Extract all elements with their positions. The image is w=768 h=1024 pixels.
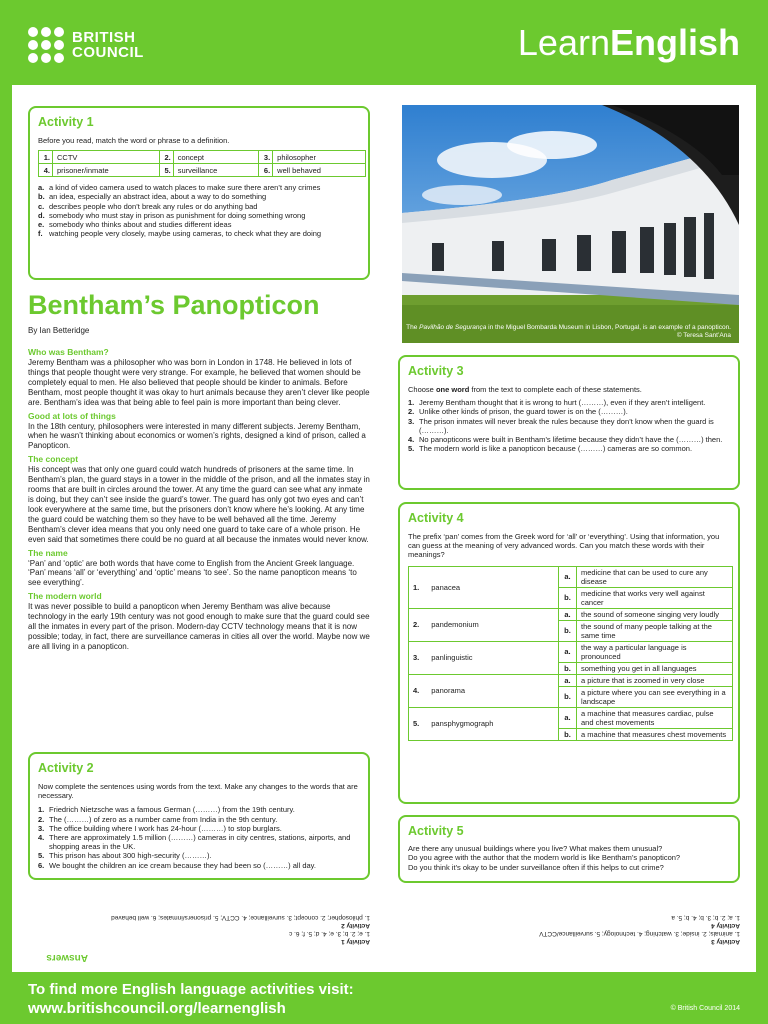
list-item: 1. Friedrich Nietzsche was a famous German (………) from the 19th century. xyxy=(38,805,295,815)
word-cell: concept xyxy=(173,151,258,164)
list-item: 2. The (………) of zero as a number came from India in the 9th century. xyxy=(38,814,278,824)
list-item: 4. There are approximately 1.5 million (………) cameras in city centres, stations, airports, and shopping areas in the UK. xyxy=(38,833,351,852)
answers-title: Answers xyxy=(46,952,88,963)
question-line: Do you agree with the author that the modern world is like Bentham’s panopticon? xyxy=(408,853,681,863)
section-paragraph: His concept was that only one guard could watch hundreds of prisoners at the same time. In Bentham’s plan, the guard stays in a tower in the middle of the prison, and all the inmates stay in rooms that are built in circles around the tower. At any time the guard can see what any inmate is doing, but they can’t see inside the guard’s tower. The guard has only got two eyes and can’t look everywhere at the same time, but the prisoners don’t know where he’s looking. At any time the guard could be watching them so they have to be well behaved all the time. Jeremy Bentham’s clever idea means that you only need one guard to take care of a whole prison. He even said that sometimes there could be no guard at all because the inmates would never know. xyxy=(28,465,370,544)
table-row: b. medicine that works very well against cancer xyxy=(409,587,733,608)
photo-caption: The Pavilhão de Segurança in the Miguel Bombarda Museum in Lisbon, Portugal, is an example of a panopticon. © Teresa Sant’Ana xyxy=(406,324,731,339)
list-item: 6. We bought the children an ice cream because they had been so (………) all day. xyxy=(38,860,316,870)
section-heading: Good at lots of things xyxy=(28,410,116,421)
left-border xyxy=(0,85,12,972)
photo-credit: © Teresa Sant’Ana xyxy=(676,332,731,339)
section-paragraph: In the 18th century, philosophers were interested in many different subjects. Jeremy Bentham, when he wasn’t thinking about economics or women’s rights, designed a kind of prison, called a Panopticon. xyxy=(28,421,366,451)
activity-3-box xyxy=(398,355,740,490)
activity-5-box xyxy=(398,815,740,883)
section-heading: Who was Bentham? xyxy=(28,347,109,357)
table-row: b. something you get in all languages xyxy=(409,662,733,674)
table-row: 4. panorama a. a picture that is zoomed in very close xyxy=(409,674,733,686)
word-cell: surveillance xyxy=(173,164,258,177)
table-row: 2. pandemonium a. the sound of someone singing very loudly xyxy=(409,608,733,620)
activity-4-title: Activity 4 xyxy=(408,511,464,525)
footer-bar xyxy=(0,972,768,1024)
activity-2-instruction: Now complete the sentences using words from the text. Make any changes to the words that are necessary. xyxy=(38,782,358,801)
question-line: Are there any unusual buildings where you live? What makes them unusual? xyxy=(408,844,663,853)
british-council-dots-icon xyxy=(28,27,64,63)
table-row: 1. panacea a. medicine that can be used to cure any disease xyxy=(409,566,733,587)
answers-col-1: Activity 1 1. e; 2. b; 3. e; 4. d; 5. f; 6. c Activity 2 1. philosopher; 2. concept; 3. surveillance; 4. CCTV; 5. prisoners/inmates; 6. well behaved xyxy=(111,914,370,945)
activity-3-title: Activity 3 xyxy=(408,364,464,378)
list-item: b. an idea, especially an abstract idea, about a way to do something xyxy=(38,192,267,202)
word-cell: prisoner/inmate xyxy=(53,164,160,177)
section-heading: The concept xyxy=(28,454,79,465)
list-item: 3. The office building where I work has 24-hour (………) to stop burglars. xyxy=(38,823,282,833)
section-paragraph: Jeremy Bentham was a philosopher who was born in London in 1748. He believed in lots of things that people thought were very strange. For example, he believed that women should be completely equal to men. He also believed that people should be kinder to animals. Before Bentham, most people thought it was okay to hurt animals because they aren’t clever like people are. Bentham’s idea was that being able to feel pain is more important than being clever. xyxy=(28,358,370,407)
table-row: b. the sound of many people talking at the same time xyxy=(409,620,733,641)
section-heading: The modern world xyxy=(28,591,102,602)
article-byline: By Ian Betteridge xyxy=(28,326,90,335)
list-item: e. somebody who thinks about and studies different ideas xyxy=(38,220,232,230)
definition-list xyxy=(38,183,360,238)
word-cell: philosopher xyxy=(273,151,366,164)
activity-1-box xyxy=(28,106,370,280)
table-row: b. a machine that measures chest movements xyxy=(409,728,733,740)
activity-4-box xyxy=(398,502,740,804)
list-item: 1. Jeremy Bentham thought that it is wrong to hurt (………), even if they aren’t intelligent. xyxy=(408,398,706,408)
table-row: 3. panlinguistic a. the way a particular language is pronounced xyxy=(409,641,733,662)
copyright-text: © British Council 2014 xyxy=(670,1005,740,1012)
question-line: Do you think it’s okay to be under surveillance often if this helps to cut crime? xyxy=(408,862,664,872)
activity-2-list xyxy=(38,805,360,869)
logo-line-2: COUNCIL xyxy=(72,44,144,61)
header-bar xyxy=(0,0,768,85)
answers-col-2: Activity 3 1. animals; 2. inside; 3. watching; 4. technology; 5. surveillance/CCTV Activity 4 1. a; 2. b; 3. b; 4. b; 5. a xyxy=(539,914,740,945)
answers-section xyxy=(28,895,740,967)
table-row: 5. pansphygmograph a. a machine that measures cardiac, pulse and chest movements xyxy=(409,707,733,728)
list-item: f. watching people very closely, maybe using cameras, to check what they are doing xyxy=(38,229,322,239)
word-cell: well behaved xyxy=(273,164,366,177)
table-row: b. a picture where you can see everything in a landscape xyxy=(409,686,733,707)
right-border xyxy=(756,85,768,972)
article-body xyxy=(28,344,370,652)
activity-3-list xyxy=(408,398,730,453)
section-paragraph: It was never possible to build a panopticon when Jeremy Bentham was alive because technology in the early 19th century was not good enough to make sure that the guard could see all the inmates in every part of the prison. Modern-day CCTV technology means that it is now possible; today, in fact, there are surveillance cameras in cities all over the world. Maybe now we are all living in a panopticon. xyxy=(28,602,370,651)
panopticon-building-image xyxy=(402,105,739,343)
list-item: 3. The prison inmates will never break the rules because they don’t know when the guard is (………). xyxy=(408,416,714,435)
activity-2-title: Activity 2 xyxy=(38,761,94,775)
matching-table xyxy=(408,566,733,741)
activity-3-instruction: Choose one word from the text to complete each of these statements. xyxy=(408,385,642,394)
list-item: 5. The modern world is like a panopticon because (………) cameras are so common. xyxy=(408,444,693,454)
list-item: 2. Unlike other kinds of prison, the guard tower is on the (………). xyxy=(408,407,628,417)
list-item: 4. No panopticons were built in Bentham’s lifetime because they didn’t have the (………) then. xyxy=(408,435,723,445)
list-item: 5. This prison has about 300 high-security (………). xyxy=(38,851,212,861)
list-item: c. describes people who don’t break any rules or do anything bad xyxy=(38,201,258,211)
british-council-logo xyxy=(28,27,144,63)
list-item: d. somebody who must stay in prison as punishment for doing something wrong xyxy=(38,210,306,220)
logo-line-1: BRITISH xyxy=(72,29,136,46)
activity-5-questions xyxy=(408,844,730,872)
article-title: Bentham’s Panopticon xyxy=(28,290,320,320)
footer-line-1: To find more English language activities visit: xyxy=(28,981,354,998)
section-paragraph: ‘Pan’ and ‘optic’ are both words that have come to English from the Ancient Greek language. ‘Pan’ means ‘all’ or ‘everything’ and ‘optic’ means ‘to see’. So the name panopticon means ‘to see everything’. xyxy=(28,558,357,588)
list-item: a. a kind of video camera used to watch places to make sure there aren’t any crimes xyxy=(38,183,321,193)
footer-text xyxy=(28,980,354,1018)
activity-5-title: Activity 5 xyxy=(408,824,464,838)
activity-1-title: Activity 1 xyxy=(38,115,94,129)
panopticon-photo xyxy=(402,105,739,343)
activity-1-instruction: Before you read, match the word or phrase to a definition. xyxy=(38,136,230,145)
activity-2-box xyxy=(28,752,370,880)
learnenglish-logo: LearnEnglish xyxy=(517,22,740,63)
word-table: 1. CCTV 2. concept 3. philosopher 4. prisoner/inmate 5. surveillance 6. well behaved xyxy=(38,150,366,177)
activity-4-instruction: The prefix ‘pan’ comes from the Greek word for ‘all’ or ‘everything’. Using that information, you can guess at the meaning of very advanced words. Can you match these words with their meanings? xyxy=(408,532,720,560)
section-heading: The name xyxy=(28,547,68,558)
footer-link[interactable]: www.britishcouncil.org/learnenglish xyxy=(28,1000,286,1017)
word-cell: CCTV xyxy=(53,151,160,164)
